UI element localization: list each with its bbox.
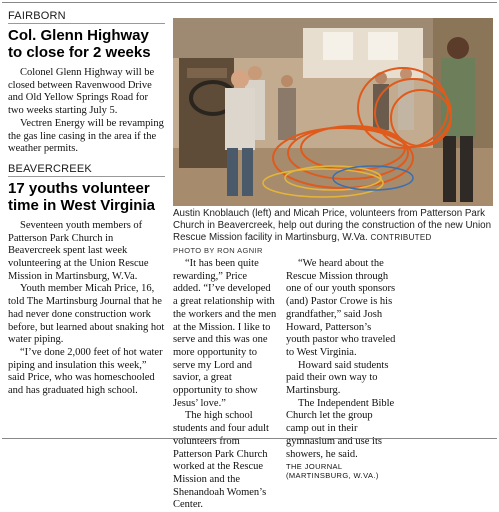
story2-paragraph: “I’ve done 2,000 feet of hot water piping and insulation this week,” said Price, who was homeschooled and has graduated high school. — [8, 346, 163, 397]
source-credit: THE JOURNAL (MARTINSBURG, W.VA.) — [286, 462, 379, 481]
story1-paragraph: Colonel Glenn Highway will be closed between Ravenwood Drive and Old Yellow Springs Road for two weeks starting July 5. — [8, 67, 155, 117]
headline-youths: 17 youths volunteer time in West Virginia — [8, 179, 155, 214]
story2-paragraph: The Independent Bible Church let the group camp out in their gymnasium and use its showers, he said. — [286, 397, 395, 460]
story2-column-3 — [286, 258, 396, 480]
story2-paragraph: The high school students and four adult volunteers from Patterson Park Church worked at the Rescue Mission and the Shenandoah Women’s Center. — [173, 410, 269, 511]
photo-credit: PHOTO BY RON AGNIR — [173, 246, 263, 255]
headline-highway: Col. Glenn Highway to close for 2 weeks — [8, 27, 151, 61]
story2-paragraph: “We heard about the Rescue Mission through one of our youth sponsors (and) Pastor Crowe is his grandfather,” said Josh Howard, Patterson’s youth pastor who traveled to West Virginia. — [286, 258, 396, 358]
section-label-fairborn: FAIRBORN — [8, 10, 165, 24]
caption-tag: CONTRIBUTED — [370, 233, 432, 242]
caption-text: Austin Knoblauch (left) and Micah Price, volunteers from Patterson Park Church in Beavercreek, help out during the construction of the new Union Rescue Mission facility in Martinsburg, W.Va. — [173, 208, 492, 243]
top-rule — [2, 2, 497, 3]
section-label-beavercreek: BEAVERCREEK — [8, 163, 165, 177]
left-column — [8, 10, 165, 398]
story2-paragraph: Seventeen youth members of Patterson Park Church in Beavercreek spent last week volunteering at the Union Rescue Mission in Martinsburg, W.Va. — [8, 219, 149, 282]
story1-paragraph: Vectren Energy will be revamping the gas line casing in the area if the weather permits. — [8, 117, 164, 155]
story2-column-2 — [173, 258, 277, 512]
story2-paragraph: “It has been quite rewarding,” Price added. “I’ve developed a great relationship with the workers and the men at the Mission. I like to serve and this was one more opportunity to serve my Lord and savior, a great opportunity to show Jesus’ love.” — [173, 258, 277, 409]
bottom-rule — [2, 438, 497, 439]
story2-paragraph: Howard said students paid their own way to Martinsburg. — [286, 359, 389, 397]
photo-illustration — [173, 18, 493, 206]
photo-caption — [173, 208, 493, 257]
story2-paragraph: Youth member Micah Price, 16, told The Martinsburg Journal that he had never done construction work before, but learned about snaking hot water piping. — [8, 283, 165, 346]
volunteer-photo — [173, 18, 493, 206]
